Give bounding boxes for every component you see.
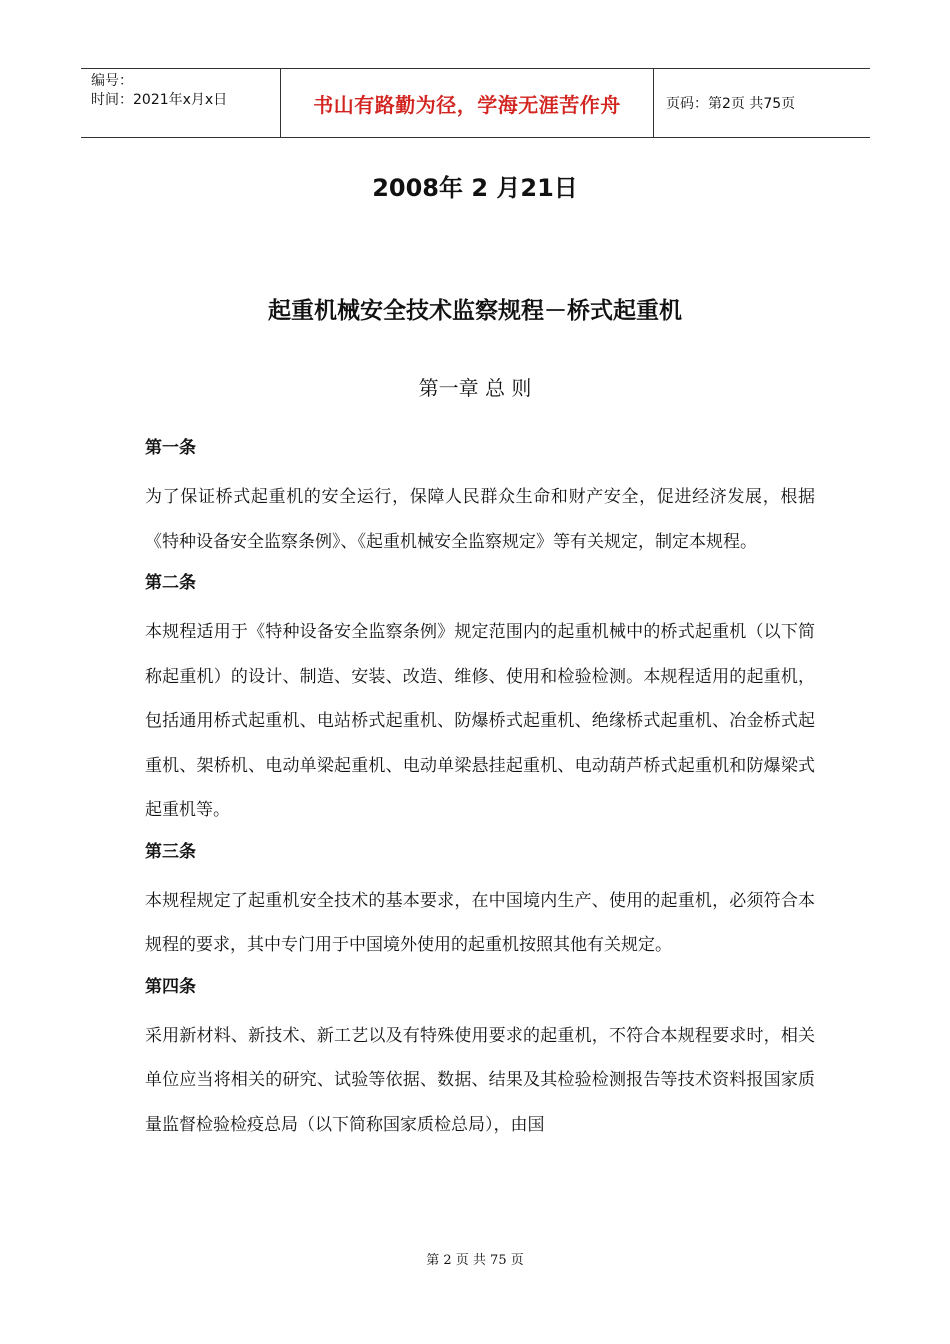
document-date: 2008年 2 月21日 [372, 174, 578, 202]
article-1 [145, 433, 815, 564]
article-4 [145, 972, 815, 1148]
header-motto: 书山有路勤为径，学海无涯苦作舟 [281, 69, 654, 137]
article-paragraph: 采用新材料、新技术、新工艺以及有特殊使用要求的起重机，不符合本规程要求时，相关单位应当将相关的研究、试验等依据、数据、结果及其检验检测报告等技术资料报国家质量监督检验检疫总局（以下简称国家质检总局），由国 [145, 1025, 815, 1135]
article-2 [145, 568, 815, 833]
document-body [145, 433, 815, 1151]
header-meta-cell [81, 69, 281, 137]
header-page-label: 页码：第2页 共75页 [666, 96, 796, 112]
time-label: 时间：2021年x月x日 [91, 92, 228, 108]
article-heading: 第三条 [145, 841, 196, 862]
article-paragraph: 本规程规定了起重机安全技术的基本要求，在中国境内生产、使用的起重机，必须符合本规程的要求，其中专门用于中国境外使用的起重机按照其他有关规定。 [145, 890, 815, 955]
page-footer: 第 2 页 共 75 页 [426, 1253, 524, 1268]
chapter-heading: 第一章 总 则 [418, 376, 532, 400]
article-paragraph: 本规程适用于《特种设备安全监察条例》规定范围内的起重机械中的桥式起重机（以下简称起重机）的设计、制造、安装、改造、维修、使用和检验检测。本规程适用的起重机，包括通用桥式起重机、电站桥式起重机、防爆桥式起重机、绝缘桥式起重机、冶金桥式起重机、架桥机、电动单梁起重机、电动单梁悬挂起重机、电动葫芦桥式起重机和防爆梁式起重机等。 [145, 622, 815, 820]
article-paragraph: 为了保证桥式起重机的安全运行，保障人民群众生命和财产安全，促进经济发展，根据《特种设备安全监察条例》、《起重机械安全监察规定》等有关规定，制定本规程。 [145, 487, 815, 552]
article-heading: 第二条 [145, 573, 196, 593]
article-heading: 第一条 [145, 438, 196, 458]
article-heading: 第四条 [145, 976, 196, 997]
article-3 [145, 837, 815, 968]
number-label: 编号： [91, 73, 133, 89]
document-title: 起重机械安全技术监察规程－桥式起重机 [268, 298, 682, 324]
page-header [81, 68, 870, 138]
